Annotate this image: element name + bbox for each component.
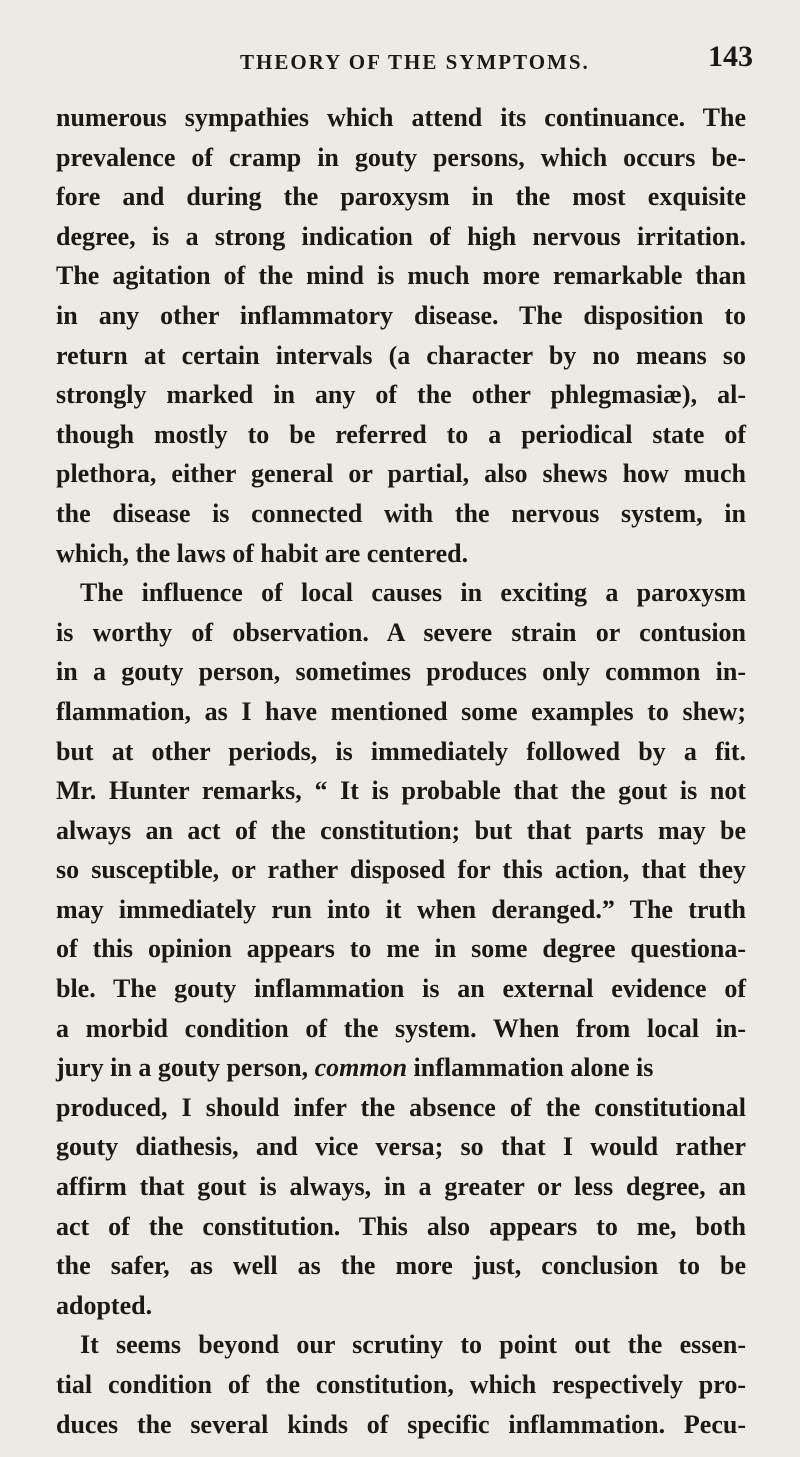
page-number: 143 [708, 40, 753, 73]
paragraph-start-line: It seems beyond our scrutiny to point out the essen- [80, 1330, 746, 1360]
text-line: flammation, as I have mentioned some examples to shew; [56, 696, 746, 726]
text-line: affirm that gout is always, in a greater or less degree, an [56, 1172, 746, 1202]
text-line: of this opinion appears to me in some degree questiona- [56, 934, 746, 964]
text-line: adopted. [56, 1290, 153, 1320]
text-line: though mostly to be referred to a periodical state of [56, 419, 746, 449]
italic-emphasis: common [314, 1053, 408, 1083]
text-line: the safer, as well as the more just, conclusion to be [56, 1251, 746, 1281]
text-line: The agitation of the mind is much more remarkable than [56, 261, 746, 291]
text-line: but at other periods, is immediately followed by a fit. [56, 736, 746, 766]
text-line: always an act of the constitution; but that parts may be [56, 815, 746, 845]
text-line: produced, I should infer the absence of the constitutional [56, 1092, 746, 1122]
text-line: tial condition of the constitution, which respectively pro- [56, 1370, 746, 1399]
text-line: so susceptible, or rather disposed for this action, that they [56, 855, 746, 885]
running-title: THEORY OF THE SYMPTOMS. [240, 50, 590, 74]
text-line: plethora, either general or partial, also shews how much [56, 459, 746, 489]
text-line: strongly marked in any of the other phlegmasiæ), al- [56, 380, 746, 410]
text-line: Mr. Hunter remarks, “ It is probable that the gout is not [56, 776, 746, 806]
text-line: the disease is connected with the nervous system, in [56, 498, 746, 528]
text-line: degree, is a strong indication of high nervous irritation. [56, 221, 746, 251]
text-line: may immediately run into it when deranged.” The truth [56, 894, 746, 924]
text-line-mixed [56, 1048, 746, 1088]
text-line: return at certain intervals (a character by no means so [56, 340, 746, 370]
text-line: gouty diathesis, and vice versa; so that I would rather [56, 1132, 746, 1162]
text-line: in any other inflammatory disease. The disposition to [56, 300, 746, 330]
paragraph-start-line: The influence of local causes in exciting a paroxysm [80, 578, 746, 608]
text-line: in a gouty person, sometimes produces only common in- [56, 657, 746, 687]
text-line: numerous sympathies which attend its continuance. The [56, 103, 746, 132]
text-line: is worthy of observation. A severe strain or contusion [56, 617, 746, 647]
text-line: act of the constitution. This also appears to me, both [56, 1211, 746, 1241]
text-line: prevalence of cramp in gouty persons, which occurs be- [56, 142, 746, 172]
text-line: a morbid condition of the system. When from local in- [56, 1013, 746, 1043]
text-segment: jury in a gouty person, [56, 1053, 309, 1083]
text-line: fore and during the paroxysm in the most exquisite [56, 182, 746, 212]
body-text [56, 98, 746, 1444]
text-line: duces the several kinds of specific inflammation. Pecu- [56, 1409, 746, 1439]
text-segment: inflammation alone is [413, 1053, 654, 1083]
text-line: which, the laws of habit are centered. [56, 538, 469, 568]
text-line: ble. The gouty inflammation is an external evidence of [56, 974, 746, 1004]
